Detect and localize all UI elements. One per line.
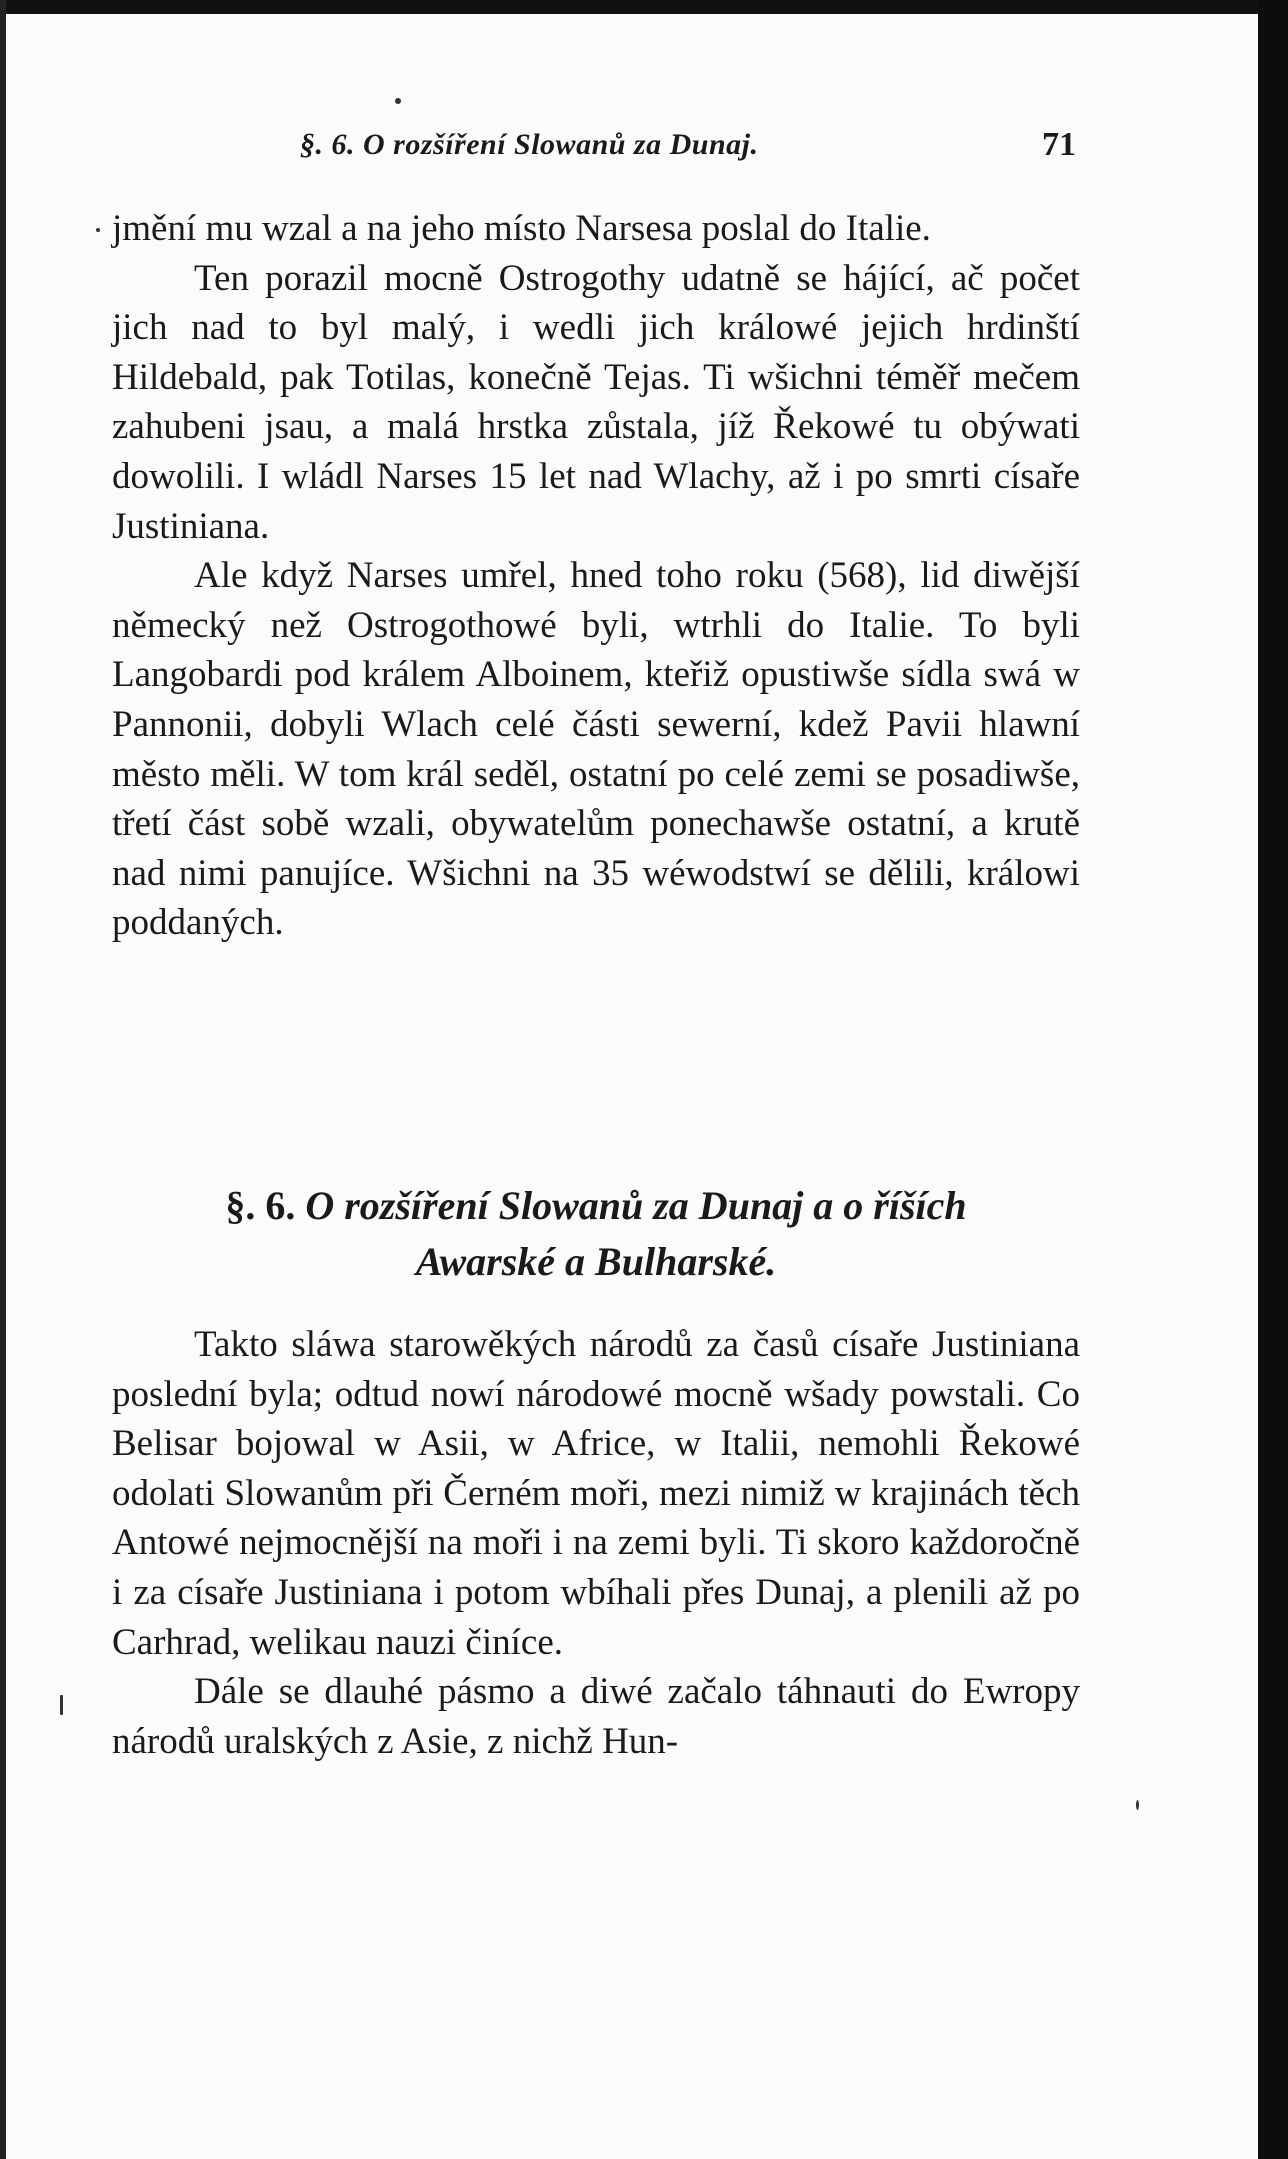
section-title-line1: O rozšíření Slowanů za Dunaj a o říších [305,1183,967,1228]
scan-edge-right [1258,0,1288,2159]
bottom-text-block [112,1320,1080,1766]
page-number: 71 [1042,126,1076,163]
running-head-title: §. 6. O rozšíření Slowanů za Dunaj. [300,128,759,161]
section-heading [112,1178,1080,1290]
paragraph: Takto sláwa starowěkých národů za časů císaře Justiniana poslední byla; odtud nowí národowé mocně wšady powstali. Co Belisar bojowal w Asii, w Africe, w Italii, nemohli Řekowé odolati Slowanům při Černém moři, mezi nimiž w krajinách těch Antowé nejmocnější na moři i na zemi byli. Ti skoro každoročně i za císaře Justiniana i potom wbíhali přes Dunaj, a plenili až po Carhrad, welikau nauzi činíce. [112,1324,1080,1663]
section-number: §. 6. [225,1183,296,1228]
scan-speck [96,228,100,232]
top-text-block [112,204,1080,948]
paragraph: Ten porazil mocně Ostrogothy udatně se hájící, ač počet jich nad to byl malý, i wedli jich králowé jejich hrdinští Hildebald, pak Totilas, konečně Tejas. Ti wšichni téměř mečem zahubeni jsau, a malá hrstka zůstala, jíž Řekowé tu obýwati dowolili. I wládl Narses 15 let nad Wlachy, až i po smrti císaře Justiniana. [112,257,1080,547]
scan-edge-left [0,0,6,2159]
scan-edge-top [0,0,1288,14]
scan-speck [395,98,401,104]
scan-speck [1136,1800,1139,1810]
paragraph: Dále se dlauhé pásmo a diwé začalo táhnauti do Ewropy národů uralských z Asie, z nichž Hun- [112,1671,1080,1762]
paragraph: Ale když Narses umřel, hned toho roku (568), lid diwější německý než Ostrogothowé byli, wtrhli do Italie. To byli Langobardi pod králem Alboinem, kteřiž opustiwše sídla swá w Pannonii, dobyli Wlach celé části sewerní, kdež Pavii hlawní město měli. W tom král seděl, ostatní po celé zemi se posadiwše, třetí část sobě wzali, obywatelům ponechawše ostatní, a krutě nad nimi panujíce. Wšichni na 35 wéwodstwí se dělili, králowi poddaných. [112,555,1080,944]
paragraph: jmění mu wzal a na jeho místo Narsesa poslal do Italie. [112,208,931,249]
scan-speck [60,1695,63,1715]
section-title-line2: Awarské a Bulharské. [415,1239,777,1284]
